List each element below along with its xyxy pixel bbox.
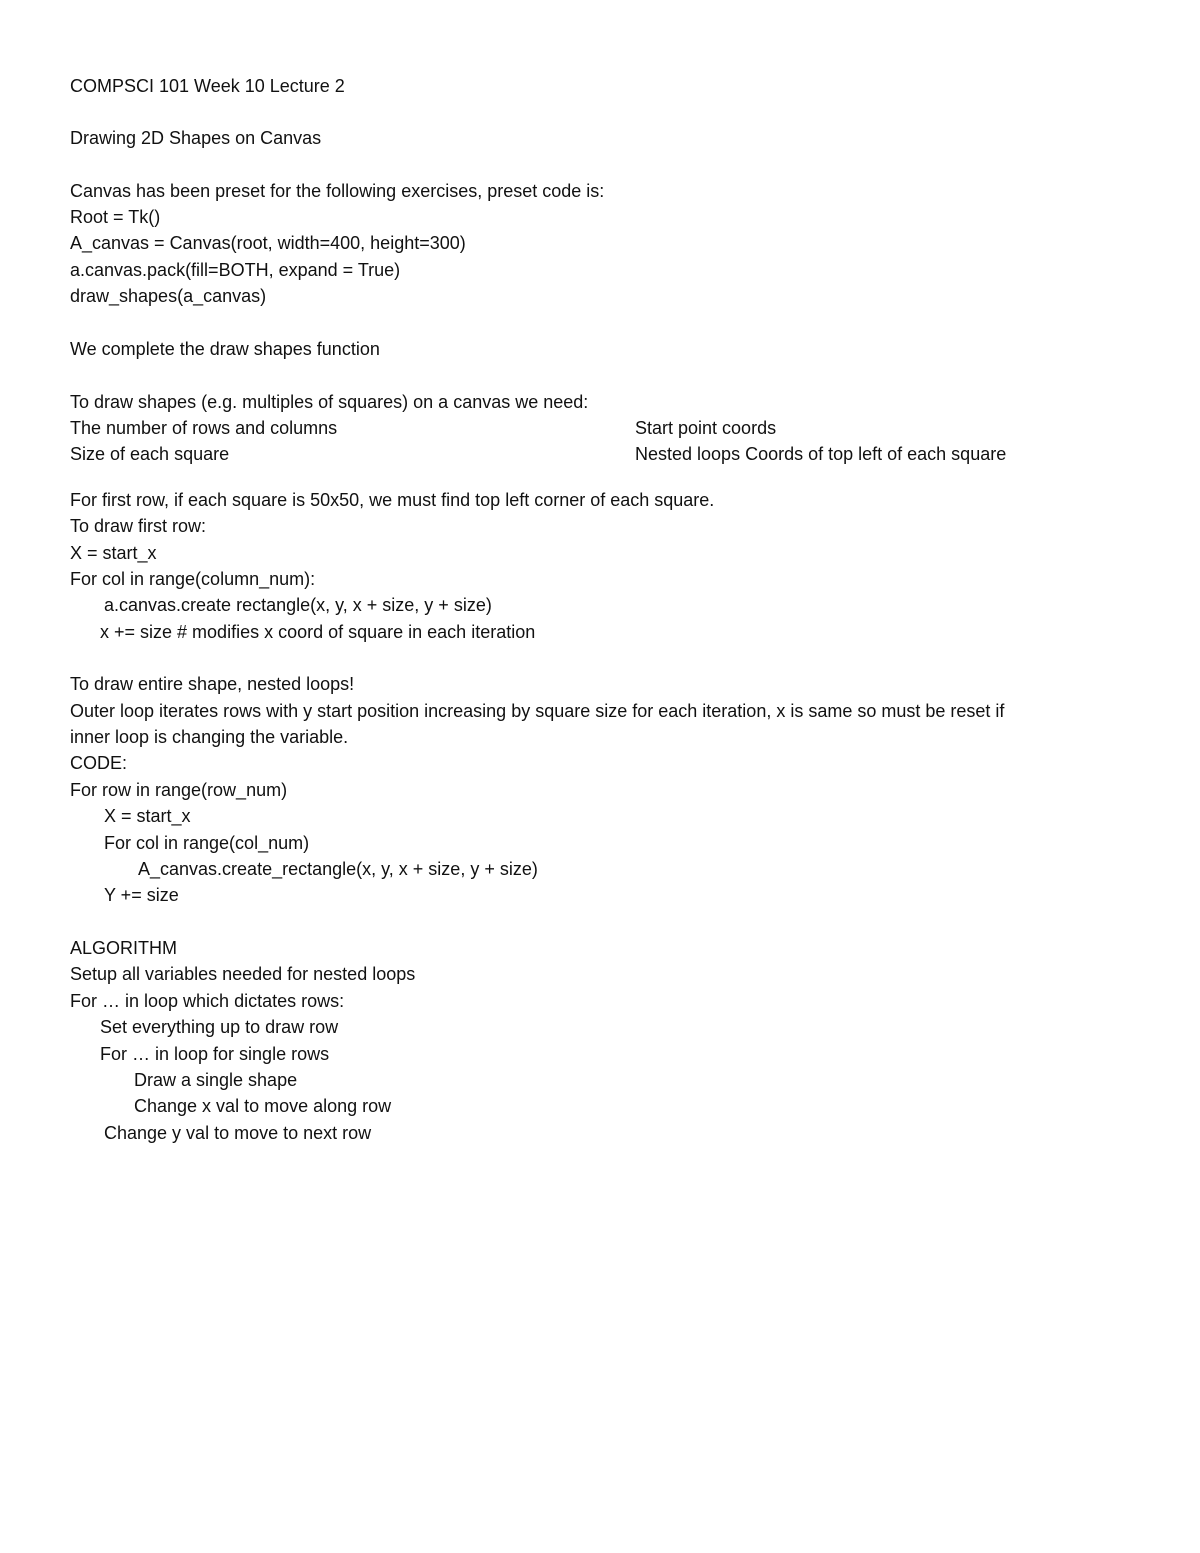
first-row-code-line: X = start_x bbox=[70, 543, 157, 563]
needs-right-item: Start point coords bbox=[635, 418, 777, 438]
first-row-code-line: For col in range(column_num): bbox=[70, 569, 316, 589]
needs-right-item: Nested loops Coords of top left of each square bbox=[635, 444, 1007, 464]
algorithm-line: For … in loop which dictates rows: bbox=[70, 991, 345, 1011]
entire-shape-code-line: A_canvas.create_rectangle(x, y, x + size, y + size) bbox=[138, 859, 538, 879]
preset-code-line: Root = Tk() bbox=[70, 207, 161, 227]
algorithm-heading: ALGORITHM bbox=[70, 938, 178, 958]
entire-shape-code-line: Y += size bbox=[104, 885, 179, 905]
needs-left-item: The number of rows and columns bbox=[70, 418, 338, 438]
algorithm-line: Set everything up to draw row bbox=[100, 1017, 339, 1037]
code-label: CODE: bbox=[70, 753, 128, 773]
entire-shape-line: To draw entire shape, nested loops! bbox=[70, 674, 355, 694]
course-title: COMPSCI 101 Week 10 Lecture 2 bbox=[70, 76, 345, 96]
first-row-code-line: x += size # modifies x coord of square in each iteration bbox=[100, 622, 536, 642]
first-row-line: To draw first row: bbox=[70, 516, 207, 536]
preset-code-line: a.canvas.pack(fill=BOTH, expand = True) bbox=[70, 260, 401, 280]
algorithm-line: Change x val to move along row bbox=[134, 1096, 392, 1116]
preset-intro: Canvas has been preset for the following exercises, preset code is: bbox=[70, 181, 605, 201]
entire-shape-code-line: For col in range(col_num) bbox=[104, 833, 310, 853]
preset-code-line: A_canvas = Canvas(root, width=400, height=300) bbox=[70, 233, 466, 253]
first-row-code-line: a.canvas.create rectangle(x, y, x + size, y + size) bbox=[104, 595, 492, 615]
entire-shape-code-line: X = start_x bbox=[104, 806, 191, 826]
algorithm-line: For … in loop for single rows bbox=[100, 1044, 330, 1064]
algorithm-line: Change y val to move to next row bbox=[104, 1123, 372, 1143]
algorithm-line: Draw a single shape bbox=[134, 1070, 298, 1090]
topic-heading: Drawing 2D Shapes on Canvas bbox=[70, 128, 322, 148]
entire-shape-line: Outer loop iterates rows with y start position increasing by square size for each iteration, x is same so must be reset if bbox=[70, 701, 1005, 721]
algorithm-line: Setup all variables needed for nested loops bbox=[70, 964, 416, 984]
complete-note: We complete the draw shapes function bbox=[70, 339, 380, 359]
first-row-line: For first row, if each square is 50x50, we must find top left corner of each square. bbox=[70, 490, 715, 510]
preset-code-line: draw_shapes(a_canvas) bbox=[70, 286, 267, 306]
needs-left-item: Size of each square bbox=[70, 444, 230, 464]
entire-shape-line: inner loop is changing the variable. bbox=[70, 727, 349, 747]
entire-shape-code-line: For row in range(row_num) bbox=[70, 780, 288, 800]
needs-intro: To draw shapes (e.g. multiples of squares) on a canvas we need: bbox=[70, 392, 589, 412]
